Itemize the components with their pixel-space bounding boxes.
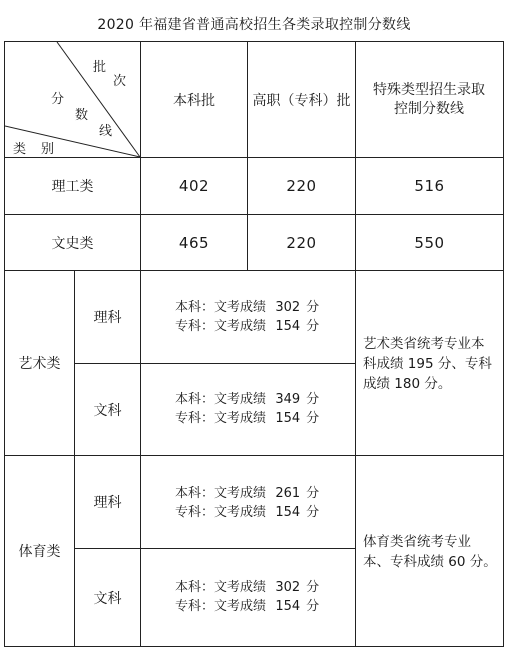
col-header-gaozhi: 高职（专科）批 [252,92,351,109]
score-unit: 分 [306,505,320,520]
score-prefix: 本科：文考成绩 [175,392,267,407]
score-prefix: 本科：文考成绩 [175,486,267,501]
col-divider [355,42,356,646]
row-label-art: 艺术类 [18,356,61,372]
page-title: 2020 年福建省普通高校招生各类录取控制分数线 [97,17,411,33]
row-label-wenshi: 文史类 [51,235,94,252]
score-value: 154 [275,319,301,334]
wenshi-benke-score: 465 [178,233,210,252]
header-score-char: 数 [75,108,89,123]
ligong-benke-score: 402 [178,177,210,195]
score-prefix: 本科：文考成绩 [175,300,267,315]
art-note [363,334,501,394]
sports-like-label: 理科 [93,495,122,511]
score-unit: 分 [306,300,320,315]
note-line: 艺术类省统考专业本 [363,336,485,352]
header-category-char: 类 [13,142,27,157]
score-unit: 分 [306,411,320,426]
note-line: 科成绩 195 分、专科 [363,356,492,372]
row-label-ligong: 理工类 [51,179,94,195]
note-line: 本、专科成绩 60 分。 [363,554,497,570]
sports-like-scores [175,484,319,522]
sports-note [363,532,501,572]
col-header-benke: 本科批 [173,92,215,109]
score-value: 261 [275,486,301,501]
col-divider [140,270,141,646]
note-line: 成绩 180 分。 [363,376,452,392]
header-batch-char: 批 [93,60,107,75]
score-value: 302 [275,580,301,595]
wenshi-special-score: 550 [414,233,445,252]
score-unit: 分 [306,486,320,501]
art-wenke-scores [175,390,319,428]
score-unit: 分 [306,580,320,595]
header-score-char: 分 [51,92,65,107]
row-label-sports: 体育类 [18,544,61,560]
ligong-special-score: 516 [414,177,445,195]
score-table [4,41,504,647]
score-prefix: 专科：文考成绩 [175,505,267,520]
score-value: 349 [275,392,301,407]
score-unit: 分 [306,392,320,407]
score-prefix: 专科：文考成绩 [175,411,267,426]
score-prefix: 本科：文考成绩 [175,580,267,595]
score-prefix: 专科：文考成绩 [175,319,267,334]
score-value: 154 [275,411,301,426]
note-line: 体育类省统考专业 [363,534,471,550]
score-value: 154 [275,505,301,520]
score-prefix: 专科：文考成绩 [175,599,267,614]
header-score-char: 线 [99,124,113,139]
art-like-label: 理科 [93,310,122,326]
score-value: 154 [275,599,301,614]
header-category-char: 别 [41,142,55,157]
score-unit: 分 [306,599,320,614]
sports-wenke-label: 文科 [93,590,122,607]
col-header-special: 特殊类型招生录取控制分数线 [373,81,485,117]
art-like-scores [175,298,319,336]
score-value: 302 [275,300,301,315]
sports-wenke-scores [175,578,319,616]
ligong-gaozhi-score: 220 [286,177,317,195]
wenshi-gaozhi-score: 220 [286,233,317,252]
header-batch-char: 次 [113,74,127,89]
art-wenke-label: 文科 [93,402,122,419]
score-unit: 分 [306,319,320,334]
